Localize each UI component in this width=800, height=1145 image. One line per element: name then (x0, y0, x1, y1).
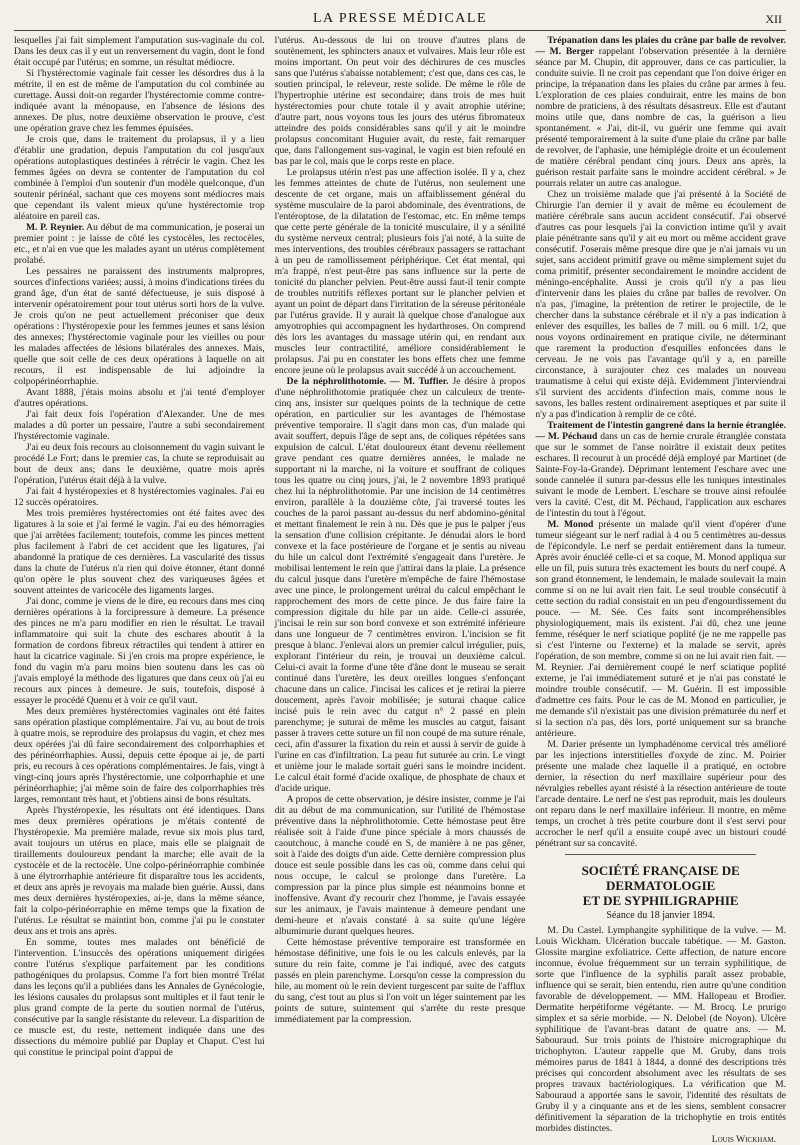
running-head (14, 8, 786, 31)
paragraph: M. Du Castel. Lymphangite syphilitique de la vulve. — M. Louis Wickham. Ulcération buccale tabétique. — M. Gaston. Glossite margine exfoliatrice. Cette affection, de nature encore inconnue, évolue fréquemment sur un terrain syphilitique, de sorte que l'influence de la syphilis paraît assez probable, influence qui se serait, bien entendu, rien autre qu'une condition favorable de développement. — MM. Hallopeau et Brodier. Dermatite herpétiforme végétante. — M. Brocq. Le prurigo simplex et sa série morbide. — N. Delobel (de Noyon). Ulcère syphilitique de l'avant-bras datant de quatre ans. — M. Sabouraud. Sur trois points de l'histoire micrographique du trichophyton. L'auteur rappelle que M. Gruby, dans trois mémoires parus de 1841 à 1844, a donné des descriptions très précises qui concordent absolument avec les résultats de ses propres travaux bactériologiques. La vérification que M. Sabouraud a apportée sans le savoir, l'identité des résultats de Gruby il y a cinquante ans et de les siens, semblent consacrer définitivement la séparation de la trichophytie en trois entités morbides distinctes. (535, 925, 787, 1134)
paragraph: J'ai donc, comme je viens de le dire, eu recours dans mes cinq dernières opérations à la forcipressure à demeure. La présence des pinces ne m'a paru modifier en rien le résultat. Le travail inflammatoire qui suit la chute des eschares aboutit à la formation de cordons fibreux rétractiles qui tendent à attirer en haut la cicatrice vaginale. Si j'en crois ma propre expérience, le fond du vagin m'a paru moins bien soutenu dans les cas où j'avais employé la méthode des ligatures que dans ceux où j'ai eu recours aux pinces à demeure. Je suis, toutefois, disposé à essayer le procédé Quenu et à voir ce qu'il vaut. (14, 596, 265, 706)
section-heading: Trépanation dans les plaies du crâne par balle de revolver. — M. Berger (535, 35, 787, 57)
paragraph: Si l'hystérectomie vaginale fait cesser les désordres dus à la métrite, il en est de même de l'amputation du col combinée au curettage. Aussi doit-on regarder l'hystérectomie comme contre-indiquée avant la ménopause, en l'absence de lésions des annexes. De plus, notre deuxième observation le prouve, c'est une opération grave chez les femmes épuisées. (14, 68, 265, 134)
paragraph (535, 35, 786, 189)
paragraph: Cette hémostase préventive temporaire est transformée en hémostase définitive, une fois le ou les calculs enlevés, par la suture du rein faite, comme je l'ai indiqué, avec des catguts passés en plein parenchyme. Lorsqu'on cesse la compression du hile, au moment où le rein devient turgescent par suite de l'afflux du sang, c'est tout au plus si l'on voit un léger suintement par les points de suture, suintement qui s'arrête du reste presque immédiatement par la compression. (274, 937, 526, 1025)
paragraph (275, 376, 526, 794)
paragraph-text: rappelant l'observation présentée à la dernière séance par M. Chupin, dit approuver, dans ce cas particulier, la conduite suivie. Il ne croit pas cependant que l'on doive ériger en principe, la trépanation dans les plaies du crâne par armes à feu. L'exploration de ces plaies conduirait, entre les mains de bon nombre de praticiens, à des résultats désastreux. Elle est d'autant moins utile que, dans nombre de cas, la guérison a lieu spontanément. « J'ai, dit-il, vu guérir une femme qui avait présenté temporairement à la suite d'une plaie du crâne par balle de revolver, de l'aphasie, une hémiplégie droite et un écoulement de matière cérébral pendant cinq jours. Deux ans après, la guérison restait parfaite sans le moindre accident cérébral. » Je pourrais relater un autre cas analogue. (535, 46, 787, 189)
paragraph: Après l'hystéropexie, les résultats ont été identiques. Dans mes deux premières opérations je m'étais contenté de l'hystéropexie. Ma première malade, revue six mois plus tard, avait toujours un utérus en place, mais elle se plaignait de tiraillements douloureux pendant la marche; elle avait de la cystocèle et de la rectocèle. Une colpo-périnéorraphie combinée à une élytrorrhaphie antérieure fit disparaître tous les accidents, et deux ans après je revoyais ma malade bien guérie. Aussi, dans mes deux dernières hystéropexies, ai-je, dans la même séance, fait la colpo-périnéorraphie en même temps que la fixation de l'utérus. Le résultat se maintint bon, comme j'ai pu le constater deux ans et trois ans après. (14, 805, 265, 937)
signature: Louis Wickham. (711, 1134, 777, 1145)
paragraph: Mes trois premières hystérectomies ont été faites avec des ligatures à la soie et j'ai fermé le vagin. J'ai eu des hémorragies que j'ai arrêtées facilement; toutefois, comme les pinces mettent plus facilement à l'abri de cet accident que les ligatures, j'ai abandonné la pratique de ces dernières. La vascularité des tissus dans la chute de l'utérus n'a rien qui doive étonner, étant donné qu'on opère le plus souvent chez des variqueuses âgées et souvent atteintes de varicocèle des ligaments larges. (14, 508, 265, 596)
paragraph (14, 222, 265, 266)
paragraph: En somme, toutes mes malades ont bénéficié de l'intervention. L'insuccès des opérations uniquement dirigées contre l'utérus s'explique parfaitement par les conditions pathogéniques du prolapsus. Comme l'a fort bien montré Trélat dans les leçons qu'il a publiées dans les Annales de Gynécologie, les lésions causales du prolapsus sont multiples et il faut tenir le plus grand compte de la perte du soutien normal de l'utérus, consécutive par la sangle résistante du releveur. La disparition de ce muscle est, du reste, nettement indiquée dans une des dissections du mémoire publié par Duplay et Chaput. C'est lui qui constitue le principal point d'appui de (14, 937, 265, 1058)
session-date: Séance du 18 janvier 1894. (606, 910, 715, 921)
text-columns (14, 35, 787, 1145)
paragraph-text: dans un cas de hernie crurale étranglée constata que sur le sommet de l'anse noirâtre il existait deux petites eschares. Il recourut à un procédé déjà employé par Martinet (de Sainte-Foy-la-Grande). Déprimant lentement l'eschare avec une sonde cannelée il sutura par-dessus elle les tuniques intestinales suivant le mode de Lembert. L'eschare se trouve ainsi refoulée vers la cavité. C'est, dit M. Péchaud, l'application aux eschares de l'intestin du tout à l'égout. (535, 431, 787, 519)
paragraph (535, 420, 786, 519)
paragraph: Chez un troisième malade que j'ai présenté à la Société de Chirurgie l'an dernier il y avait de même eu écoulement de matière cérébrale sans aucun accident consécutif. J'ai observé d'autres cas pour lesquels j'ai la conviction intime qu'il y avait plaie pénétrante sans qu'il y ait eu mort ou même accident grave consécutif. J'oserais même presque dire que je n'ai jamais vu un sujet, sans accident primitif grave ou même simplement sujet du coma primitif, présenter secondairement le moindre accident de méningo-encéphalite. Aussi je crois qu'il n'y a pas lieu d'intervenir dans les plaies du crâne par balles de revolver. On n'a pas, j'imagine, la prétention de retirer le projectile, de le chercher dans la substance cérébrale et il n'y a pas indication à enlever des esquilles, les balles de 7 mill. ou 6 mill. 1/2, que nous voyons ordinairement en pratique civile, ne déterminant que rarement la production d'esquilles enfoncées dans le cerveau. Je ne vois pas l'avantage qu'il y a, en pareille circonstance, à surajouter chez ces malades un nouveau traumatisme à celui qui existe déjà. Evidemment j'interviendrai s'il survient des accidents d'infection mais, comme nous le savons, les balles restent ordinairement aseptiques et par suite il n'y a pas d'indication à remplir de ce côté. (535, 189, 787, 420)
column-2 (275, 35, 526, 1135)
paragraph: J'ai fait 4 hystéropexies et 8 hystérectomies vaginales. J'ai eu 12 succès opératoires. (14, 486, 265, 508)
society-title-line-2: ET DE SYPHILIGRAPHIE (582, 893, 739, 908)
society-title (535, 863, 786, 908)
section-heading: De la néphrolithotomie. — M. Tuffier. (286, 376, 449, 387)
paragraph: lesquelles j'ai fait simplement l'amputation sus-vaginale du col. Dans les deux cas il y eut un renversement du vagin, dont le fond était occupé par l'utérus; en somme, un résultat médiocre. (14, 35, 265, 68)
page-number: XII (765, 12, 782, 26)
paragraph: J'ai eu deux fois recours au cloisonnement du vagin suivant le procédé Le Fort; dans le premier cas, la chute se reproduisait au bout de deux ans; dans le deuxième, quatre mois après l'opération, l'utérus était déjà à la vulve. (14, 442, 265, 486)
paragraph: J'ai fait deux fois l'opération d'Alexander. Une de mes malades a dû porter un pessaire, l'autre a subi secondairement l'hystérectomie vaginale. (14, 409, 265, 442)
column-3 (535, 35, 787, 1145)
paragraph: Les pessaires ne paraissent des instruments malpropres, sources d'infections variées; aussi, à moins d'indications tirées du grand âge, d'un état de santé défectueuse, je suis disposé à intervenir opératoirement pour tout utérus sorti hors de la vulve. Je crois qu'on ne peut actuellement préconiser que deux opérations : l'hystéropexie pour les femmes jeunes et sans lésion des annexes; l'hystérectomie vaginale pour les vieilles ou pour les malades affectées de lésions bilatérales des annexes. Mais, quelle que soit celle de ces deux opérations à laquelle on ait recours, il est indispensable de lui adjoindre la colpopérinéorrhaphie. (14, 266, 265, 387)
column-1 (14, 35, 265, 1135)
speaker-name: M. P. Reynier. (26, 222, 85, 233)
section-heading: Traitement de l'intestin gangrené dans la hernie étranglée. — M. Péchaud (535, 420, 787, 442)
paragraph (535, 519, 786, 739)
paragraph: l'utérus. Au-dessous de lui on trouve d'autres plans de soutènement, les sphincters anaux et vulvaires. Mais leur rôle est moins important. On peut voir des déchirures de ces muscles sans que l'utérus s'abaisse notablement; c'est que, dans ces cas, le soutien principal, le releveur, reste solide. De même le rôle de l'hypertrophie utérine est secondaire; dans trois de mes huit hystérectomies pour chute totale il y avait atrophie utérine; d'autre part, nous voyons tous les jours des utérus fibromateux atteindre des poids considérables sans qu'il y ait le moindre prolapsus concomitant Huguier avait, du reste, fait remarquer que, dans l'allongement sus-vaginal, le vagin est bien refoulé en bas par le col, mais que le corps reste en place. (274, 35, 526, 167)
paragraph: A propos de cette observation, je désire insister, comme je l'ai dit au début de ma communication, sur l'utilité de l'hémostase préventive dans la néphrolithotomie. Cette hémostase peut être réalisée soit à l'aide d'une pince spéciale à mors chaussés de caoutchouc, à manche coudé en S, de manière à ne pas gêner, soit à l'aide des doigts d'un aide. Cette dernière compression plus douce est seule possible dans les cas où, comme dans celui qui nous occupe, le calcul se prolonge dans l'uretère. La compression par la pince plus simple est néanmoins bonne et inoffensive. Avant d'y recourir chez l'homme, je l'avais essayée sur les animaux, je l'avais maintenue à demeure pendant une demi-heure et n'avais constaté à sa suite qu'une légère albuminurie durant quelques heures. (274, 794, 526, 937)
paragraph: Je crois que, dans le traitement du prolapsus, il y a lieu d'établir une gradation, depuis l'amputation du col jusqu'aux opérations autoplastiques destinées à rétrécir le vagin. Chez les femmes âgées on devra se contenter de l'amputation du col combinée à l'emploi d'un soutenir d'un modèle quelconque, d'un soutenir périnéal, sachant que ces moyens sont médiocres mais que cependant ils valent mieux qu'une hystérectomie trop aléatoire en pareil cas. (14, 134, 265, 222)
society-title-line-1: SOCIÉTÉ FRANÇAISE DE DERMATOLOGIE (581, 863, 740, 893)
paragraph: M. Darier présente un lymphadénome cervical très amélioré par les injections interstitielles d'oxyde de zinc. M. Poirier présente une malade chez laquelle il a pratiqué, en octobre dernier, la résection du nerf maxillaire supérieur pour des névralgies rebelles ayant résisté à la résection antérieure de toute l'arcade dentaire. Le nerf ne s'est pas reproduit, mais les douleurs ont reparu dans le nerf maxillaire inférieur. Il montre, en même temps, un crochet à très petite courbure dont il s'est servi pour accrocher le nerf qu'il a ensuite coupé avec un bistouri coudé pénétrant sur sa concavité. (535, 739, 787, 849)
paragraph: Le prolapsus utérin n'est pas une affection isolée. Il y a, chez les femmes atteintes de chute de l'utérus, non seulement une descente de cet organe, mais un affaiblissement général du système musculaire de la paroi abdominale, des éventrations, de l'entéroptose, de la dilatation de l'estomac, etc. En même temps que cette perte générale de la tonicité musculaire, il y a sénilité du système nerveux central; plusieurs fois j'ai noté, à la suite de mes interventions, des troubles cérébraux passagers se rattachant à un peu de ramollissement périphérique. Cet état mental, qui m'a frappé, n'est peut-être pas sans influence sur la perte de tonicité du plancher pelvien. Peut-être aussi faut-il tenir compte de troubles nutritifs réflexes portant sur le plancher pelvien et ayant un point de départ dans l'irritation de la séreuse péritonéale par l'utérus gravide. Il y aurait là quelque chose d'analogue aux amyotrophies qui accompagnent les hydarthroses. On comprend dès lors les avantages du massage utérin qui, en rendant aux muscles leur contractilité, améliore considérablement le prolapsus. J'ai pu en constater les bons effets chez une femme encore jeune où le prolapsus avait succédé à un accouchement. (274, 167, 526, 376)
paragraph-text: présente un malade qu'il vient d'opérer d'une tumeur siégeant sur le nerf radial à 4 ou 5 centimètres au-dessus de l'épicondyle. Le nerf se perdait entièrement dans la tumeur. Après avoir énucléé celle-ci et sa coque, M. Monod appliqua sur elle un fil, puis sutura très exactement les bouts du nerf coupé. A son grand étonnement, le lendemain, le malade soulevait la main comme si on ne lui avait rien fait. Le seul trouble consécutif à cette section du radial consistait en un peu d'engourdissement du pouce. — M. Sée. Ces faits sont incompréhensibles physiologiquement, mais ils existent. J'ai dû, chez une jeune femme, réséquer le nerf sciatique poplité (je ne me rappelle pas si c'est l'interne ou l'externe) et la malade se servit, après l'opération, de son membre, comme si on ne lui avait rien fait. — M. Reynier. J'ai dernièrement coupé le nerf sciatique poplité externe, je l'ai immédiatement suturé et je n'ai pas constaté le moindre trouble consécutif. — M. Guérin. Il est impossible d'admettre ces faits. Pour le cas de M. Monod en particulier, je me demande s'il n'existait pas une division prématurée du nerf et si la section n'a pas, dès lors, porté uniquement sur sa branche antérieure. (535, 519, 787, 739)
publication-title: LA PRESSE MÉDICALE (312, 11, 487, 26)
paragraph: Mes deux premières hystérectomies vaginales ont été faites sans opération plastique complémentaire. J'ai vu, au bout de trois à quatre mois, se reproduire des prolapsus du vagin, et chez mes deux opérées j'ai dû faire secondairement des colporrhaphies et des périnéorrhaphies. Aussi, depuis cette époque ai je, de parti pris, eu recours à ces opérations complémentaires. Je fais, vingt à vingt-cinq jours après l'hystérectomie, une colporrhaphie et une périnéorrhaphie; j'ai même soin de faire des colporrhaphies très larges, remontant très haut, et j'obtiens ainsi de bons résultats. (14, 706, 265, 805)
paragraph-text: Au début de ma communication, je poserai un premier point : je laisse de côté les cystocèles, les rectocèles, etc., et n'ai en vue que les malades ayant un utérus complètement prolabé. (14, 222, 265, 266)
paragraph: Avant 1888, j'étais moins absolu et j'ai tenté d'employer d'autres opérations. (14, 387, 265, 409)
speaker-name: M. Monod (547, 519, 594, 530)
section-divider (565, 854, 756, 855)
paragraph-text: Je désire à propos d'une néphrolithotomie pratiquée chez un calculeux de trente-cinq ans, insister sur quelques points de la technique de cette opération, en particulier sur les avantages de l'hémostase préventive temporaire. Il s'agit dans mon cas, d'un malade qui avait souffert, depuis l'âge de sept ans, de coliques répétées sans expulsion de calcul. L'état douloureux étant devenu réellement grave pendant ces quatre dernières années, le malade ne supportant ni la marche, ni la voiture et souffrant de coliques tous les quatre ou cinq jours, j'ai, le 2 novembre 1893 pratiqué chez lui la néphrolithotomie. Par une incision de 14 centimètres environ, parallèle à la douzième côte, j'ai traversé toutes les couches de la paroi passant au-dessus du nerf abdomino-génital et mettant finalement le rein à nu. Dès que je pus le palper j'eus la sensation d'une collision crépitante. Je dénudai alors le bord convexe et la face postérieure de l'organe et je sentis au niveau du hile un calcul dont l'extrémité s'engageait dans l'uretère. Je mobilisai lentement le rein que j'attirai dans la plaie. La présence du calcul jusque dans l'uretère m'empêche de faire l'hémostase avec une pince, le prolongement urétral du calcul empêchant le rapprochement des mors de cette pince. Je dus faire faire la compression digitale du hile par un aide. Celle-ci assurée, j'incisai le rein sur son bord convexe et son extrémité inférieure dans une longueur de 7 centimètres environ. L'incision se fit presque à blanc. J'enlevai alors un premier calcul irrégulier, puis, explorant l'intérieur du rein, je trouvai un deuxième calcul. Celui-ci avait la forme d'une tête d'âne dont le museau se serait continué dans l'uretère, les deux oreilles longues s'enfonçant chacune dans un calice. J'incisai les calices et je retirai la pierre doucement, après l'avoir mobilisée; je suturai chaque calice incisé puis le rein avec du catgut n° 2 passé en plein parenchyme; je suturai de même les muscles au catgut, faisant passer à travers cette suture un fil non coupé de ma suture rénale, ceci, afin d'assurer la fixation du rein et aussi à servir de guide à l'urine en cas d'infiltration. La peau fut suturée au crin. Le vingt et unième jour le malade sortait guéri sans le moindre incident. Le calcul était formé d'acide oxalique, de phosphate de chaux et d'acide urique. (274, 376, 526, 794)
